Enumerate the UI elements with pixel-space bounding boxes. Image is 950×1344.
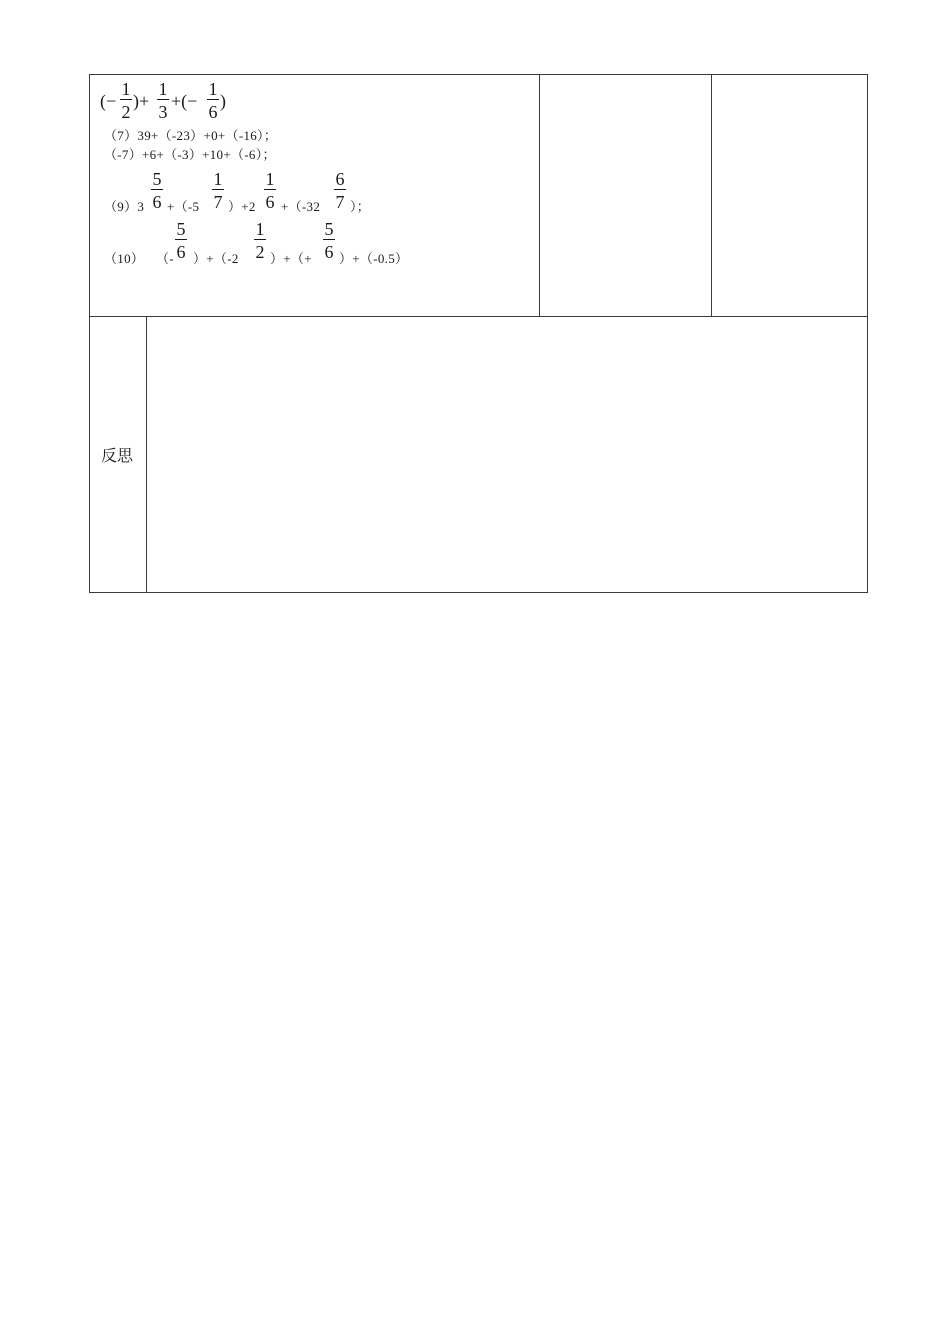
table-bottom-border <box>89 592 868 593</box>
fraction-bar <box>264 189 276 190</box>
reflection-label: 反思 <box>101 446 134 465</box>
fraction-numerator: 1 <box>265 169 275 189</box>
fraction-denominator: 7 <box>335 192 345 212</box>
fraction-numerator: 5 <box>324 219 334 239</box>
expr10-term-1: ）+（-2 <box>193 251 239 266</box>
fraction-numerator: 1 <box>213 169 223 189</box>
expr6-open: (− <box>100 91 117 111</box>
fraction-bar <box>175 239 187 240</box>
fraction-bar <box>323 239 335 240</box>
reflection-label-divider <box>146 316 147 593</box>
fraction-denominator: 6 <box>152 192 162 212</box>
fraction-denominator: 2 <box>255 242 265 262</box>
fraction-denominator: 2 <box>121 102 131 122</box>
table-right-border <box>867 74 868 593</box>
fraction-denominator: 3 <box>158 102 168 122</box>
fraction-numerator: 5 <box>152 169 162 189</box>
fraction-bar <box>334 189 346 190</box>
expr10-term-0: （- <box>156 251 174 266</box>
problem-7: （7）39+（-23）+0+（-16）； <box>104 128 278 143</box>
fraction-numerator: 5 <box>176 219 186 239</box>
expr10-term-3: ）+（-0.5） <box>339 251 409 266</box>
fraction-numerator: 1 <box>158 79 168 99</box>
reflection-content-area[interactable] <box>148 318 866 591</box>
fraction-numerator: 6 <box>335 169 345 189</box>
expr9-prefix: （9）3 <box>104 199 145 214</box>
expr10-term-2: ）+（+ <box>270 251 312 266</box>
fraction-denominator: 6 <box>176 242 186 262</box>
expr9-term-3: +（-32 <box>281 199 321 214</box>
fraction-denominator: 6 <box>324 242 334 262</box>
fraction-denominator: 6 <box>208 102 218 122</box>
fraction-bar <box>157 99 169 100</box>
fraction-denominator: 7 <box>213 192 223 212</box>
expr6-mid: +(− <box>171 91 198 111</box>
table-top-border <box>89 74 868 75</box>
expr10-prefix: （10） <box>104 251 145 266</box>
fraction-denominator: 6 <box>265 192 275 212</box>
table-left-border <box>89 74 90 593</box>
expr6-close: )+ <box>133 91 150 111</box>
expr9-term-4: ）； <box>350 199 371 214</box>
fraction-bar <box>151 189 163 190</box>
fraction-numerator: 1 <box>208 79 218 99</box>
problem-8: （-7）+6+（-3）+10+（-6）； <box>104 147 276 162</box>
expr9-term-1: +（-5 <box>167 199 200 214</box>
fraction-bar <box>207 99 219 100</box>
fraction-bar <box>212 189 224 190</box>
expr6-end: ) <box>220 91 226 111</box>
fraction-numerator: 1 <box>121 79 131 99</box>
table-mid-border <box>89 316 868 317</box>
column-divider-2 <box>711 74 712 317</box>
column-divider-1 <box>539 74 540 317</box>
fraction-numerator: 1 <box>255 219 265 239</box>
fraction-bar <box>120 99 132 100</box>
expr9-term-2: ）+2 <box>228 199 256 214</box>
fraction-bar <box>254 239 266 240</box>
